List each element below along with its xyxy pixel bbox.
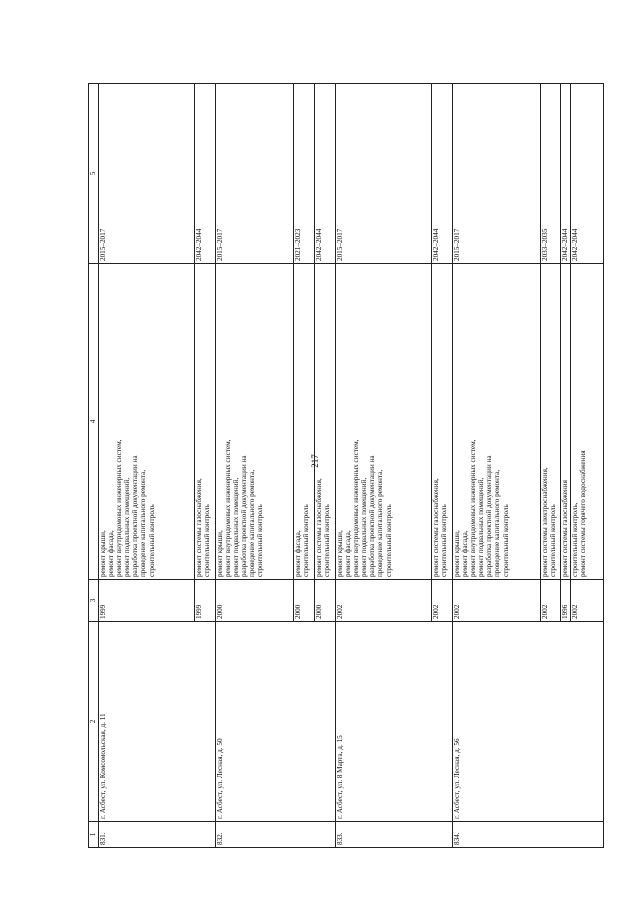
repair-schedule-table [88,83,604,848]
works: ремонт системы газоснабжения, строительный контроль [432,264,453,580]
year: 2000 [216,580,294,622]
works: ремонт системы электроснабжения, строительный контроль [541,264,561,580]
works: ремонт системы газоснабжения, строительный контроль [315,264,336,580]
column-header: 2 [89,622,99,822]
year: 2000 [294,580,315,622]
year: 2002 [432,580,453,622]
row-number: 832. [216,822,336,848]
rotated-table-wrapper [88,84,604,848]
year: 1999 [195,580,216,622]
address: г. Асбест, ул. Лесная, д. 50 [216,622,336,822]
works: ремонт крыши, ремонт внутридомовых инженерных систем, ремонт подвальных помещений, разработка проектной документации на проведение капитального ремонта, строительный контроль [216,264,294,580]
row-number: 833. [336,822,453,848]
period: 2042–2044 [315,84,336,264]
works: ремонт крыши, ремонт фасада, ремонт внутридомовых инженерных систем, ремонт подвальных помещений, разработка проектной документации на проведение капитального ремонта, строительный контроль [453,264,541,580]
period: 2015–2017 [453,84,541,264]
period: 2015–2017 [216,84,294,264]
column-header: 1 [89,822,99,848]
period: 2042–2044 [561,84,571,264]
works: ремонт системы газоснабжения, строительный контроль [195,264,216,580]
year: 2002 [541,580,561,622]
works: ремонт системы газоснабжения [561,264,571,580]
table-row [216,84,294,848]
period: 2042–2044 [571,84,604,264]
row-number: 834. [453,822,604,848]
period: 2033–2035 [541,84,561,264]
period: 2042–2044 [432,84,453,264]
page-number: 217 [309,454,320,468]
row-number: 831. [99,822,216,848]
works: ремонт крыши, ремонт фасада, ремонт внутридомовых инженерных систем, ремонт подвальных помещений, разработка проектной документации на проведение капитального ремонта, строительный контроль [99,264,195,580]
year: 2002 [336,580,432,622]
period: 2042–2044 [195,84,216,264]
header-row [89,84,99,848]
year: 1996 [561,580,571,622]
year: 1999 [99,580,195,622]
works: ремонт крыши, ремонт фасада, ремонт внутридомовых инженерных систем, ремонт подвальных помещений, разработка проектной документации на проведение капитального ремонта, строительный контроль [336,264,432,580]
works: строительный контроль, ремонт системы горячего водоснабжения [571,264,604,580]
period: 2015–2017 [336,84,432,264]
period: 2021–2023 [294,84,315,264]
address: г. Асбест, ул. Лесная, д. 56 [453,622,604,822]
column-header: 3 [89,580,99,622]
year: 2002 [453,580,541,622]
column-header: 4 [89,264,99,580]
works: ремонт фасада, строительный контроль [294,264,315,580]
column-header: 5 [89,84,99,264]
address: г. Асбест, ул. 8 Марта, д. 15 [336,622,453,822]
period: 2015–2017 [99,84,195,264]
table-row [99,84,195,848]
address: г. Асбест, ул. Комсомольская, д. 11 [99,622,216,822]
table-row [336,84,432,848]
year: 2000 [315,580,336,622]
table-row [453,84,541,848]
year: 2002 [571,580,604,622]
